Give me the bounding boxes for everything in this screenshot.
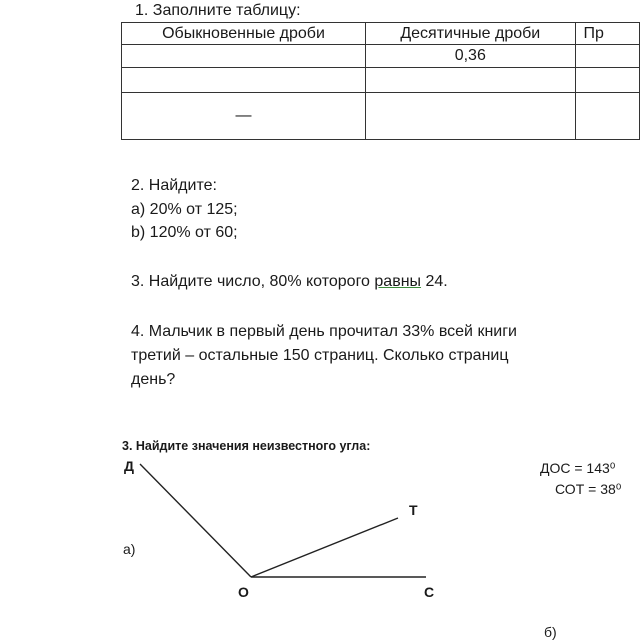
task3-underlined-word: равны <box>374 273 422 290</box>
ray-od <box>140 464 251 577</box>
task1-title: 1. Заполните таблицу: <box>135 2 301 19</box>
part-b-label: б) <box>544 624 557 640</box>
task3-before: 3. Найдите число, 80% которого <box>131 273 375 290</box>
header-common-fractions: Обыкновенные дроби <box>122 23 366 45</box>
task4-line-3: день? <box>131 371 176 388</box>
task2-item-a: a) 20% от 125; <box>131 201 238 218</box>
task2-item-b: b) 120% от 60; <box>131 224 238 241</box>
header-percent: Пр <box>575 23 639 45</box>
task4-line-2: третий – остальные 150 страниц. Сколько страниц <box>131 347 509 364</box>
task2-title: 2. Найдите: <box>131 177 217 194</box>
given-doc: ДОС = 143⁰ <box>540 460 616 476</box>
header-decimal-fractions: Десятичные дроби <box>366 23 576 45</box>
given-cot: СОТ = 38⁰ <box>555 481 622 497</box>
part-a-label: а) <box>123 541 136 557</box>
point-c-label: С <box>424 584 435 600</box>
task3-after: 24. <box>421 273 448 290</box>
point-d-label: Д <box>124 458 134 474</box>
angles-title: 3. Найдите значения неизвестного угла: <box>122 439 371 453</box>
point-o-label: О <box>238 584 249 600</box>
table-cell: 0,36 <box>366 45 576 68</box>
point-t-label: Т <box>409 502 418 518</box>
task4-line-1: 4. Мальчик в первый день прочитал 33% всей книги <box>131 323 517 340</box>
ray-ot <box>251 518 398 577</box>
fraction-bar-cell: — <box>122 93 366 140</box>
